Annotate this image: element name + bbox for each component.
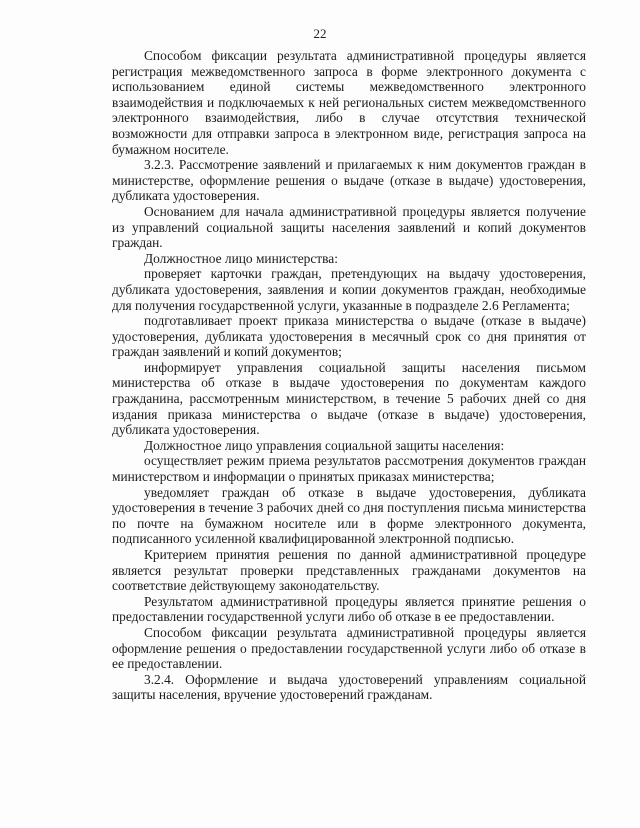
section-heading-3-2-3: 3.2.3. Рассмотрение заявлений и прилагаемых к ним документов граждан в министерстве, оформление решения о выдаче (отказе в выдаче) удостоверения, дубликата удостоверения. [112, 157, 586, 204]
paragraph-checks-cards: проверяет карточки граждан, претендующих на выдачу удостоверения, дубликата удостоверения, заявления и копии документов граждан, необходимые для получения государственной услуги, указанные в подразделе 2.6 Регламента; [112, 266, 586, 313]
paragraph-department-official: Должностное лицо управления социальной защиты населения: [144, 437, 505, 453]
paragraph-receives-results: осуществляет режим приема результатов рассмотрения документов граждан министерством и информации о принятых приказах министерства; [112, 453, 586, 485]
paragraph-result-fixation: Способом фиксации результата административной процедуры является оформление решения о предоставлении государственной услуги либо об отказе в ее предоставлении. [112, 624, 586, 672]
section-heading-3-2-4: 3.2.4. Оформление и выдача удостоверений управлениям социальной защиты населения, вручение удостоверений гражданам. [112, 671, 586, 703]
paragraph-notifies-citizens: уведомляет граждан об отказе в выдаче удостоверения, дубликата удостоверения в течение 3 рабочих дней со дня поступления письма министерства по почте на бумажном носителе или в форме электронного документа, подписанного усиленной квалифицированной электронной подписью. [112, 484, 586, 547]
paragraph-fixation-method: Способом фиксации результата административной процедуры является регистрация межведомственного запроса в форме электронного документа с использованием единой системы межведомственного электронного взаимодействия и подключаемых к ней региональных систем межведомственного электронного взаимодействия, либо в случае отсутствия технической возможности для отправки запроса в электронном виде, регистрация запроса на бумажном носителе. [112, 48, 586, 157]
paragraph-procedure-result: Результатом административной процедуры является принятие решения о предоставлении государственной услуги либо об отказе в ее предоставлении. [112, 593, 586, 625]
page-number: 22 [313, 26, 327, 41]
document-body [112, 48, 586, 703]
paragraph-prepares-order: подготавливает проект приказа министерства о выдаче (отказе в выдаче) удостоверения, дубликата удостоверения в месячный срок со дня принятия от граждан заявлений и копий документов; [112, 313, 586, 360]
paragraph-informs-departments: информирует управления социальной защиты населения письмом министерства об отказе в выдаче удостоверения по документам каждого гражданина, рассмотренным министерством, в течение 5 рабочих дней со дня издания приказа министерства о выдаче (отказе в выдаче) удостоверения, дубликата удостоверения. [112, 359, 586, 438]
paragraph-basis: Основанием для начала административной процедуры является получение из управлений социальной защиты населения заявлений и копий документов граждан. [112, 203, 586, 251]
paragraph-ministry-official: Должностное лицо министерства: [144, 250, 338, 266]
paragraph-decision-criterion: Критерием принятия решения по данной административной процедуре является результат проверки представленных гражданами документов на соответствие действующему законодательству. [112, 547, 586, 594]
